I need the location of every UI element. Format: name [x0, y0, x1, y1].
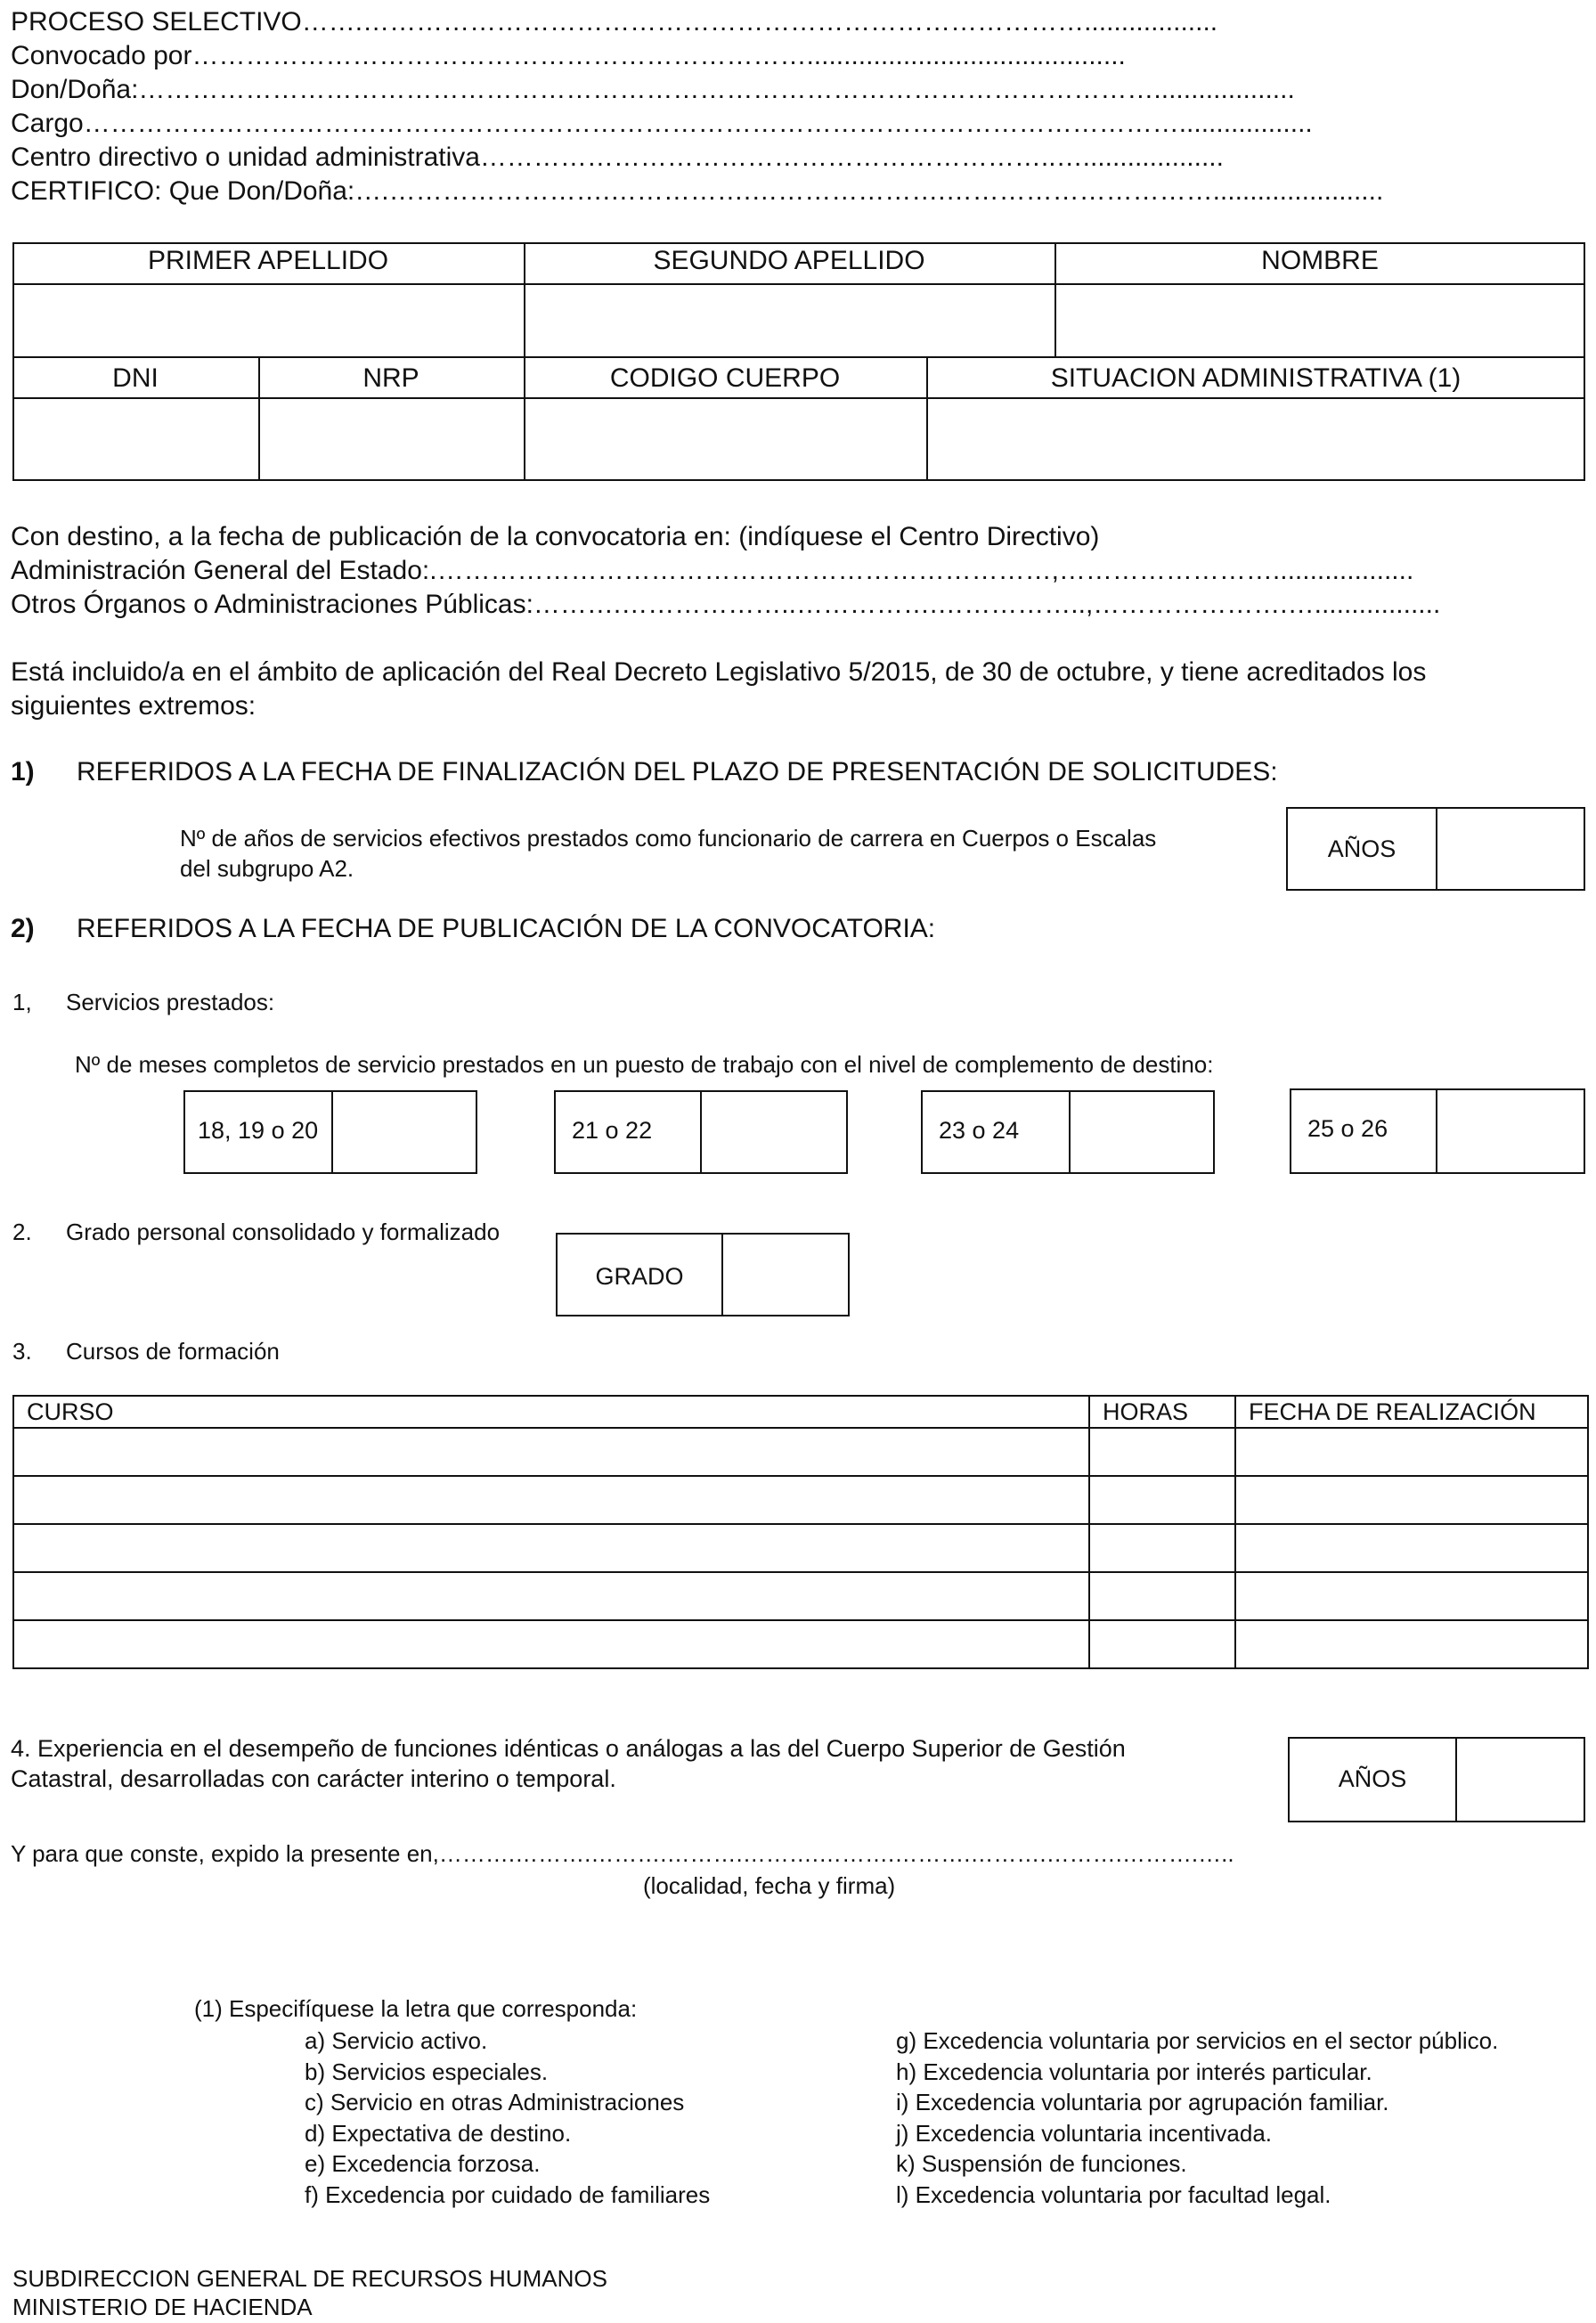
section-1-text: [180, 823, 1156, 884]
horas-cell[interactable]: [1089, 1476, 1235, 1524]
grado-label: GRADO: [595, 1263, 684, 1290]
header-nrp: NRP: [362, 363, 419, 393]
item-1-number: 1,: [12, 989, 32, 1015]
fecha-cell[interactable]: [1235, 1428, 1588, 1476]
cursos-table: [12, 1395, 1589, 1669]
nivel-label-25-26: 25 o 26: [1307, 1115, 1388, 1142]
header-block: [11, 5, 1383, 208]
item-2-label: Grado personal consolidado y formalizado: [66, 1219, 501, 1245]
cursos-header-row: [13, 1396, 1588, 1428]
section-1-text-line-2: del subgrupo A2.: [180, 855, 354, 882]
header-centro: Centro directivo o unidad administrativa………………………………………………………..…...................: [11, 143, 1224, 172]
segundo-apellido-field[interactable]: [525, 285, 1053, 355]
section-2-number: 2): [11, 914, 35, 943]
section-1-title: REFERIDOS A LA FECHA DE FINALIZACIÓN DEL PLAZO DE PRESENTACIÓN DE SOLICITUDES:: [77, 757, 1278, 787]
footer-ministerio: MINISTERIO DE HACIENDA: [12, 2294, 313, 2320]
item-4-line-2: Catastral, desarrolladas con carácter interino o temporal.: [11, 1765, 616, 1792]
list-item: k) Suspensión de funciones.: [896, 2150, 1187, 2178]
table-row: [13, 1572, 1588, 1620]
header-convocado: Convocado por……………………………………………………………...........................................: [11, 41, 1126, 70]
nivel-label-18-20: 18, 19 o 20: [198, 1117, 319, 1144]
experiencia-label: AÑOS: [1338, 1765, 1407, 1792]
item-3-label: Cursos de formación: [66, 1338, 280, 1365]
list-item: g) Excedencia voluntaria por servicios en el sector público.: [896, 2027, 1499, 2054]
destino-otros: Otros Órganos o Administraciones Públicas:……….………………..…………….……………..,………………….….................: [11, 590, 1441, 619]
item-4-text: [11, 1733, 1126, 1794]
cursos-header-curso: CURSO: [13, 1396, 1089, 1428]
fecha-cell[interactable]: [1235, 1620, 1588, 1668]
destino-intro: Con destino, a la fecha de publicación de la convocatoria en: (indíquese el Centro Directivo): [11, 522, 1100, 551]
destino-age: Administración General del Estado:.……………………………………………………………,……………………...................: [11, 556, 1414, 585]
cursos-header-horas: HORAS: [1089, 1396, 1235, 1428]
nivel-field-21-22[interactable]: [702, 1092, 846, 1172]
section-2-title: REFERIDOS A LA FECHA DE PUBLICACIÓN DE LA CONVOCATORIA:: [77, 914, 936, 943]
item-1-label: Servicios prestados:: [66, 989, 275, 1015]
table-row: [13, 1428, 1588, 1476]
item-2-number: 2.: [12, 1219, 32, 1245]
list-item: h) Excedencia voluntaria por interés particular.: [896, 2058, 1372, 2085]
table-row: [13, 1524, 1588, 1572]
header-primer-apellido: PRIMER APELLIDO: [147, 246, 389, 275]
conste-sub: (localidad, fecha y firma): [643, 1872, 896, 1899]
nivel-field-23-24[interactable]: [1071, 1092, 1213, 1172]
ambito-text: [11, 656, 1426, 723]
header-codigo-cuerpo: CODIGO CUERPO: [609, 363, 841, 393]
nivel-label-21-22: 21 o 22: [572, 1117, 653, 1144]
section-1-number: 1): [11, 757, 35, 787]
fecha-cell[interactable]: [1235, 1524, 1588, 1572]
footer-subdireccion: SUBDIRECCION GENERAL DE RECURSOS HUMANOS: [12, 2265, 607, 2292]
curso-cell[interactable]: [13, 1524, 1089, 1572]
list-item: a) Servicio activo.: [305, 2027, 488, 2054]
footer-block: [12, 2264, 607, 2321]
horas-cell[interactable]: [1089, 1524, 1235, 1572]
ambito-line-1: Está incluido/a en el ámbito de aplicación del Real Decreto Legislativo 5/2015, de 30 de octubre, y tiene acreditados los: [11, 657, 1427, 687]
horas-cell[interactable]: [1089, 1572, 1235, 1620]
anos-servicio-label: AÑOS: [1327, 835, 1396, 862]
list-item: c) Servicio en otras Administraciones: [305, 2089, 685, 2116]
meses-text: Nº de meses completos de servicio prestados en un puesto de trabajo con el nivel de complemento de destino:: [75, 1051, 1214, 1078]
ambito-line-2: siguientes extremos:: [11, 691, 256, 721]
list-item: e) Excedencia forzosa.: [305, 2150, 541, 2178]
anos-servicio-field[interactable]: [1437, 809, 1584, 889]
list-item: f) Excedencia por cuidado de familiares: [305, 2180, 711, 2208]
fecha-cell[interactable]: [1235, 1476, 1588, 1524]
horas-cell[interactable]: [1089, 1620, 1235, 1668]
conste-line: Y para que conste, expido la presente en,……….……….……….……….……….……….……….……….……….……….…..: [11, 1840, 1234, 1867]
destino-block: [11, 520, 1440, 622]
header-dni: DNI: [112, 363, 159, 393]
curso-cell[interactable]: [13, 1572, 1089, 1620]
list-item: b) Servicios especiales.: [305, 2058, 549, 2085]
curso-cell[interactable]: [13, 1476, 1089, 1524]
item-3-number: 3.: [12, 1338, 32, 1365]
header-proceso: PROCESO SELECTIVO…….………………………………………………………………………..................: [11, 7, 1218, 37]
footnote-right-list: [896, 2025, 1498, 2211]
header-situacion-administrativa: SITUACION ADMINISTRATIVA (1): [1050, 363, 1462, 393]
table-row: [13, 1476, 1588, 1524]
item-4-line-1: 4. Experiencia en el desempeño de funciones idénticas o análogas a las del Cuerpo Superior de Gestión: [11, 1735, 1126, 1762]
list-item: l) Excedencia voluntaria por facultad legal.: [896, 2180, 1331, 2208]
list-item: i) Excedencia voluntaria por agrupación familiar.: [896, 2089, 1389, 2116]
footnote-title: (1) Especifíquese la letra que corresponda:: [194, 1995, 638, 2022]
header-nombre: NOMBRE: [1261, 246, 1379, 275]
nivel-field-25-26[interactable]: [1437, 1090, 1584, 1172]
fecha-cell[interactable]: [1235, 1572, 1588, 1620]
header-don-dona: Don/Doña:……………………………………………………………………………………………………...................: [11, 75, 1295, 104]
list-item: j) Excedencia voluntaria incentivada.: [896, 2119, 1273, 2147]
dni-field[interactable]: [14, 399, 256, 479]
cursos-header-fecha: FECHA DE REALIZACIÓN: [1235, 1396, 1588, 1428]
nivel-field-18-20[interactable]: [333, 1092, 476, 1172]
curso-cell[interactable]: [13, 1620, 1089, 1668]
nombre-field[interactable]: [1056, 285, 1584, 355]
header-segundo-apellido: SEGUNDO APELLIDO: [653, 246, 925, 275]
primer-apellido-field[interactable]: [14, 285, 522, 355]
horas-cell[interactable]: [1089, 1428, 1235, 1476]
experiencia-field[interactable]: [1457, 1739, 1584, 1821]
situacion-administrativa-field[interactable]: [928, 399, 1584, 479]
grado-field[interactable]: [723, 1235, 848, 1315]
footnote-left-list: [305, 2025, 710, 2211]
list-item: d) Expectativa de destino.: [305, 2119, 572, 2147]
section-1-text-line-1: Nº de años de servicios efectivos prestados como funcionario de carrera en Cuerpos o Escalas: [180, 825, 1157, 852]
nivel-label-23-24: 23 o 24: [939, 1117, 1020, 1144]
curso-cell[interactable]: [13, 1428, 1089, 1476]
codigo-cuerpo-field[interactable]: [525, 399, 924, 479]
nrp-field[interactable]: [260, 399, 522, 479]
header-cargo: Cargo……………………………………………………………………………………………………………..................: [11, 109, 1313, 138]
table-row: [13, 1620, 1588, 1668]
header-certifico: CERTIFICO: Que Don/Doña:….…………………….…………….………………….………………………….......................: [11, 176, 1384, 206]
